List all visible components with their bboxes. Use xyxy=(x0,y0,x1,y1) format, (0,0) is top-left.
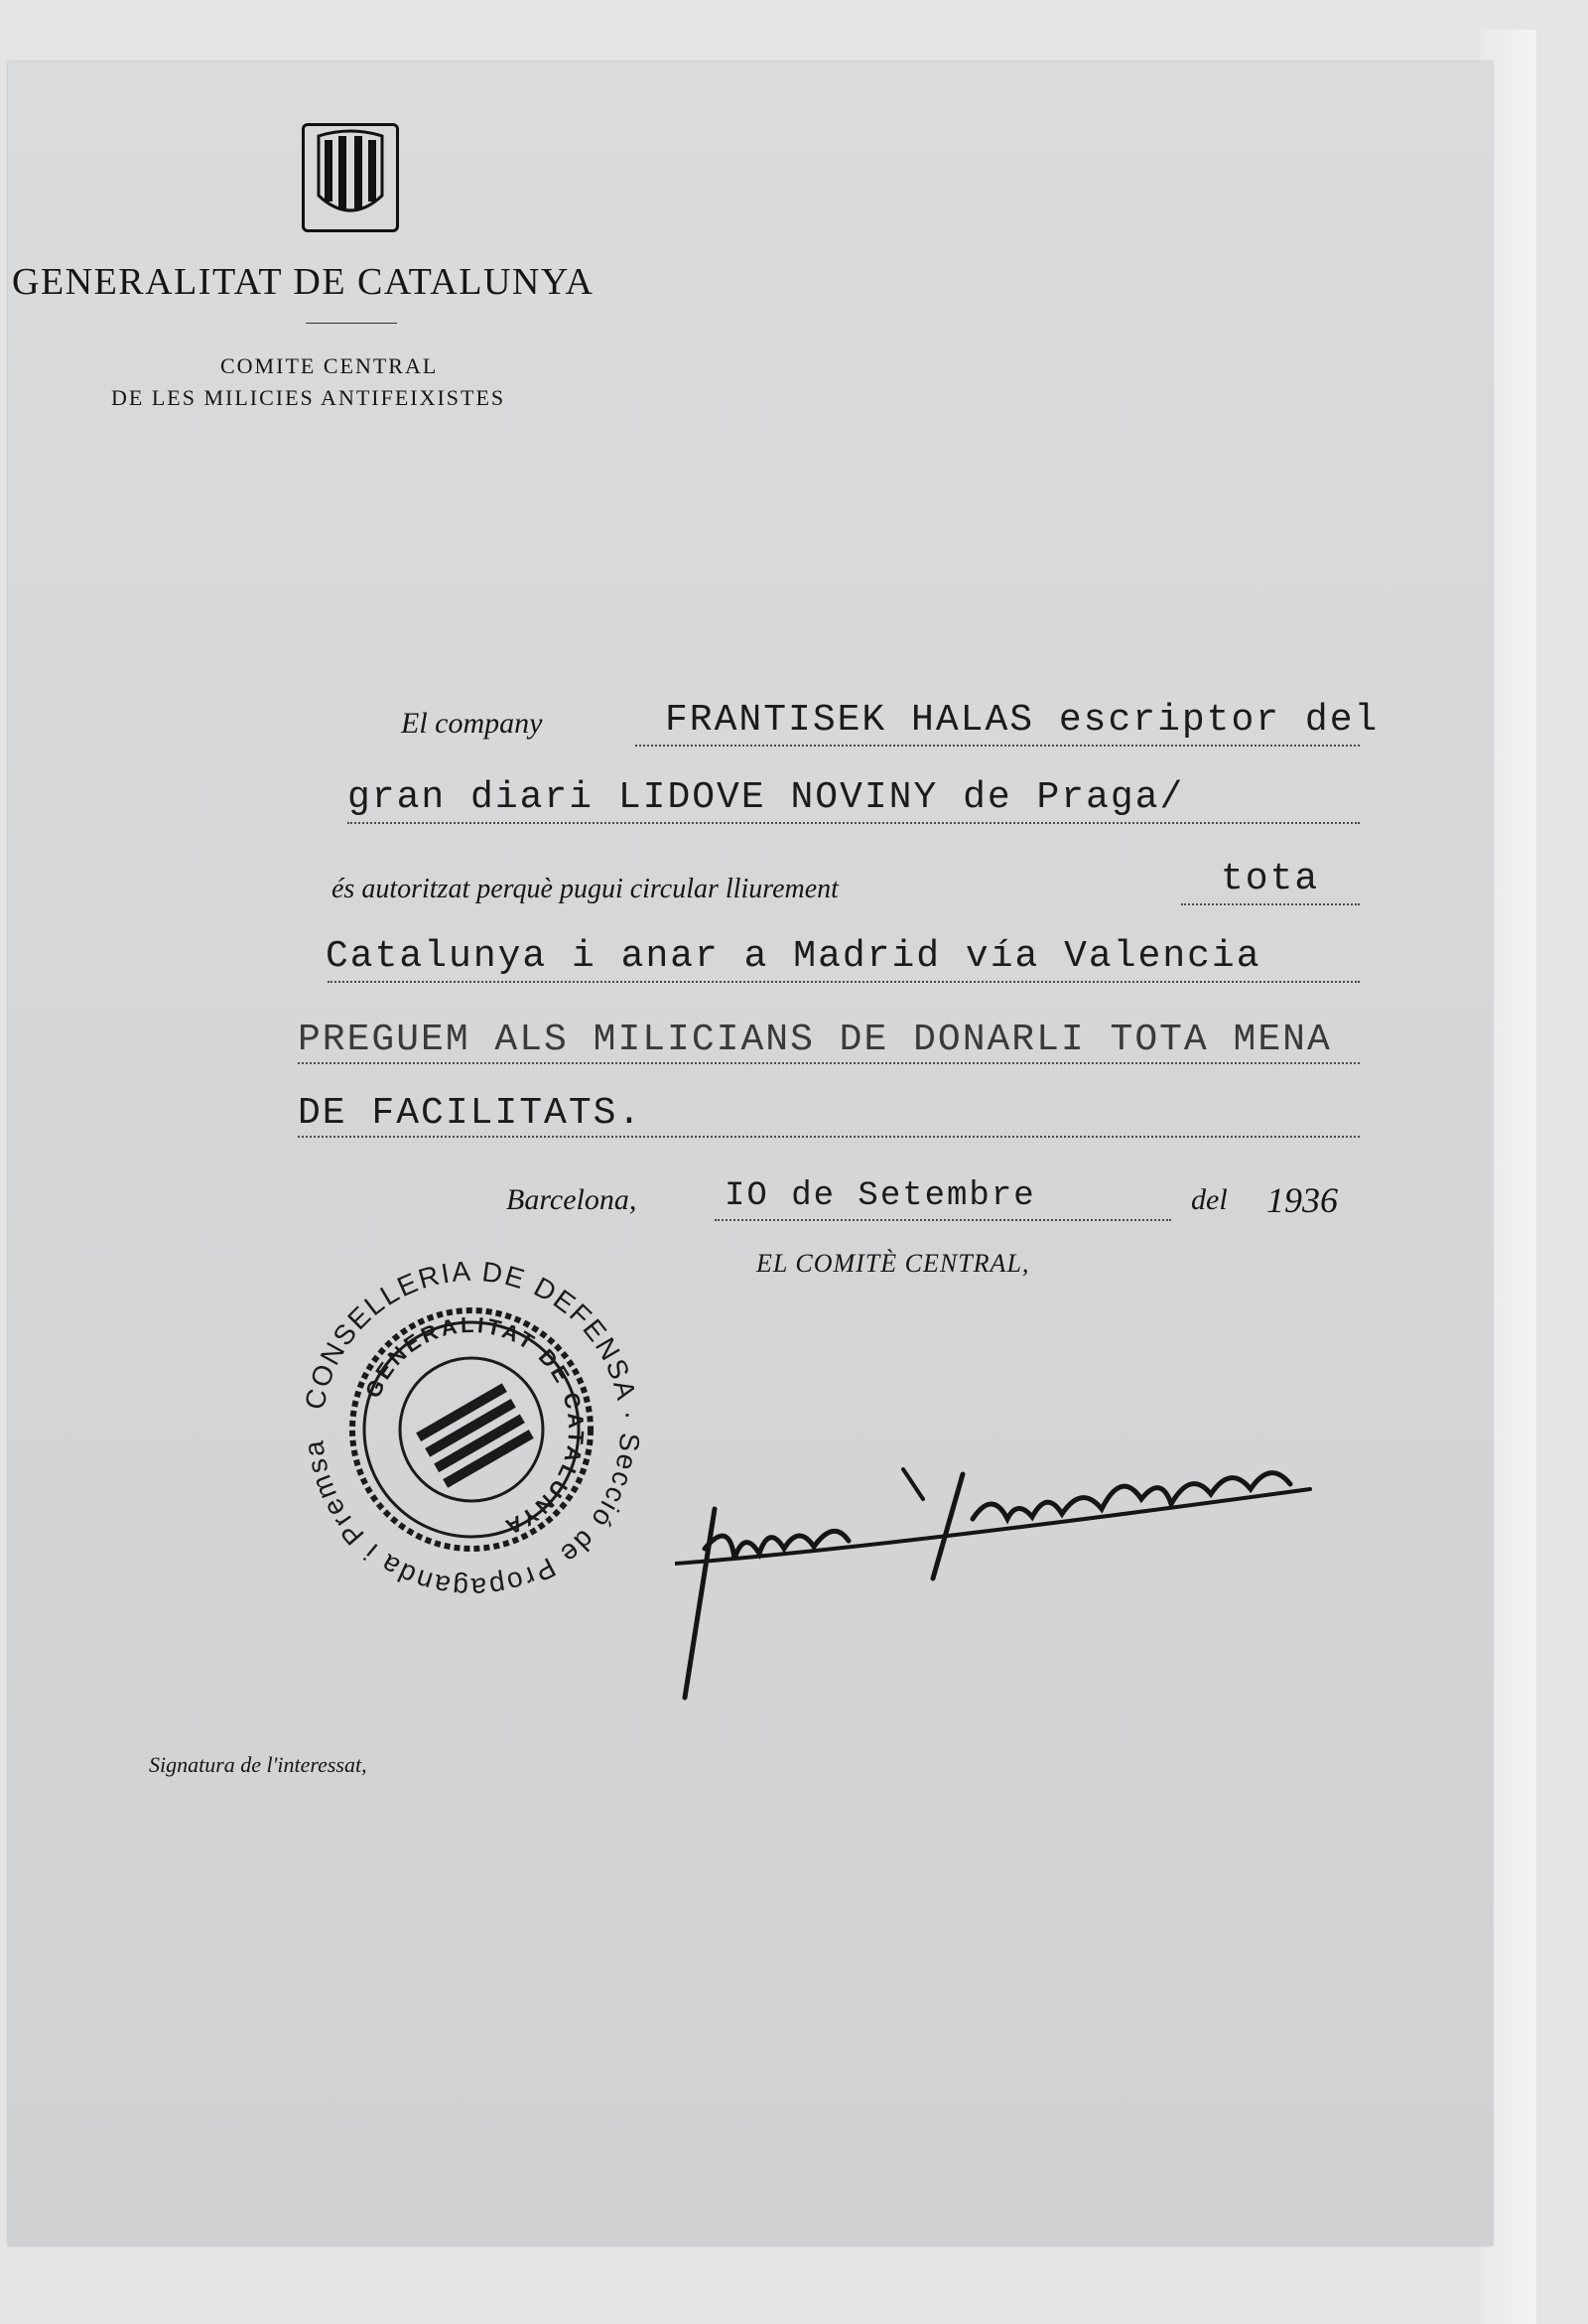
date-del: del xyxy=(1191,1183,1228,1216)
date-year: 1936 xyxy=(1266,1180,1338,1220)
typed-line-2: gran diari LIDOVE NOVINY de Praga/ xyxy=(347,776,1185,819)
date-day-month: IO de Setembre xyxy=(725,1177,1036,1215)
typed-line-4: Catalunya i anar a Madrid vía Valencia xyxy=(326,935,1261,978)
fill-line-3 xyxy=(1181,903,1360,905)
fill-line-date xyxy=(715,1219,1171,1221)
official-seal-icon xyxy=(288,1246,655,1613)
typed-line-3: tota xyxy=(1221,858,1320,900)
fill-line-4 xyxy=(328,981,1360,983)
seal-inner-text: GENERALITAT DE CATALUNYA xyxy=(360,1311,590,1542)
committee-line-2: DE LES MILICIES ANTIFEIXISTES xyxy=(111,385,506,410)
issuer-label: EL COMITÈ CENTRAL, xyxy=(756,1249,1030,1278)
fill-line-2 xyxy=(347,822,1360,824)
letterhead-divider xyxy=(306,323,397,324)
typed-line-5: PREGUEM ALS MILICIANS DE DONARLI TOTA MENA xyxy=(298,1019,1332,1061)
typed-line-6: DE FACILITATS. xyxy=(298,1092,643,1135)
committee-line-1: COMITE CENTRAL xyxy=(220,353,439,378)
letterhead-title: GENERALITAT DE CATALUNYA xyxy=(12,261,595,303)
interested-signature-label: Signatura de l'interessat, xyxy=(149,1752,367,1777)
company-label: El company xyxy=(401,707,543,740)
catalan-crest-icon xyxy=(302,123,399,232)
handwritten-signature-icon xyxy=(675,1430,1350,1708)
seal-outer-text: CONSELLERIA DE DEFENSA · Secció de Propaganda i Premsa xyxy=(298,1255,646,1604)
fill-line-5 xyxy=(298,1062,1360,1064)
fill-line-1 xyxy=(635,745,1360,747)
date-place: Barcelona, xyxy=(506,1183,637,1216)
typed-line-1: FRANTISEK HALAS escriptor del xyxy=(665,699,1380,742)
authorized-label: és autoritzat perquè pugui circular lliurement xyxy=(331,874,839,904)
fill-line-6 xyxy=(298,1136,1360,1138)
